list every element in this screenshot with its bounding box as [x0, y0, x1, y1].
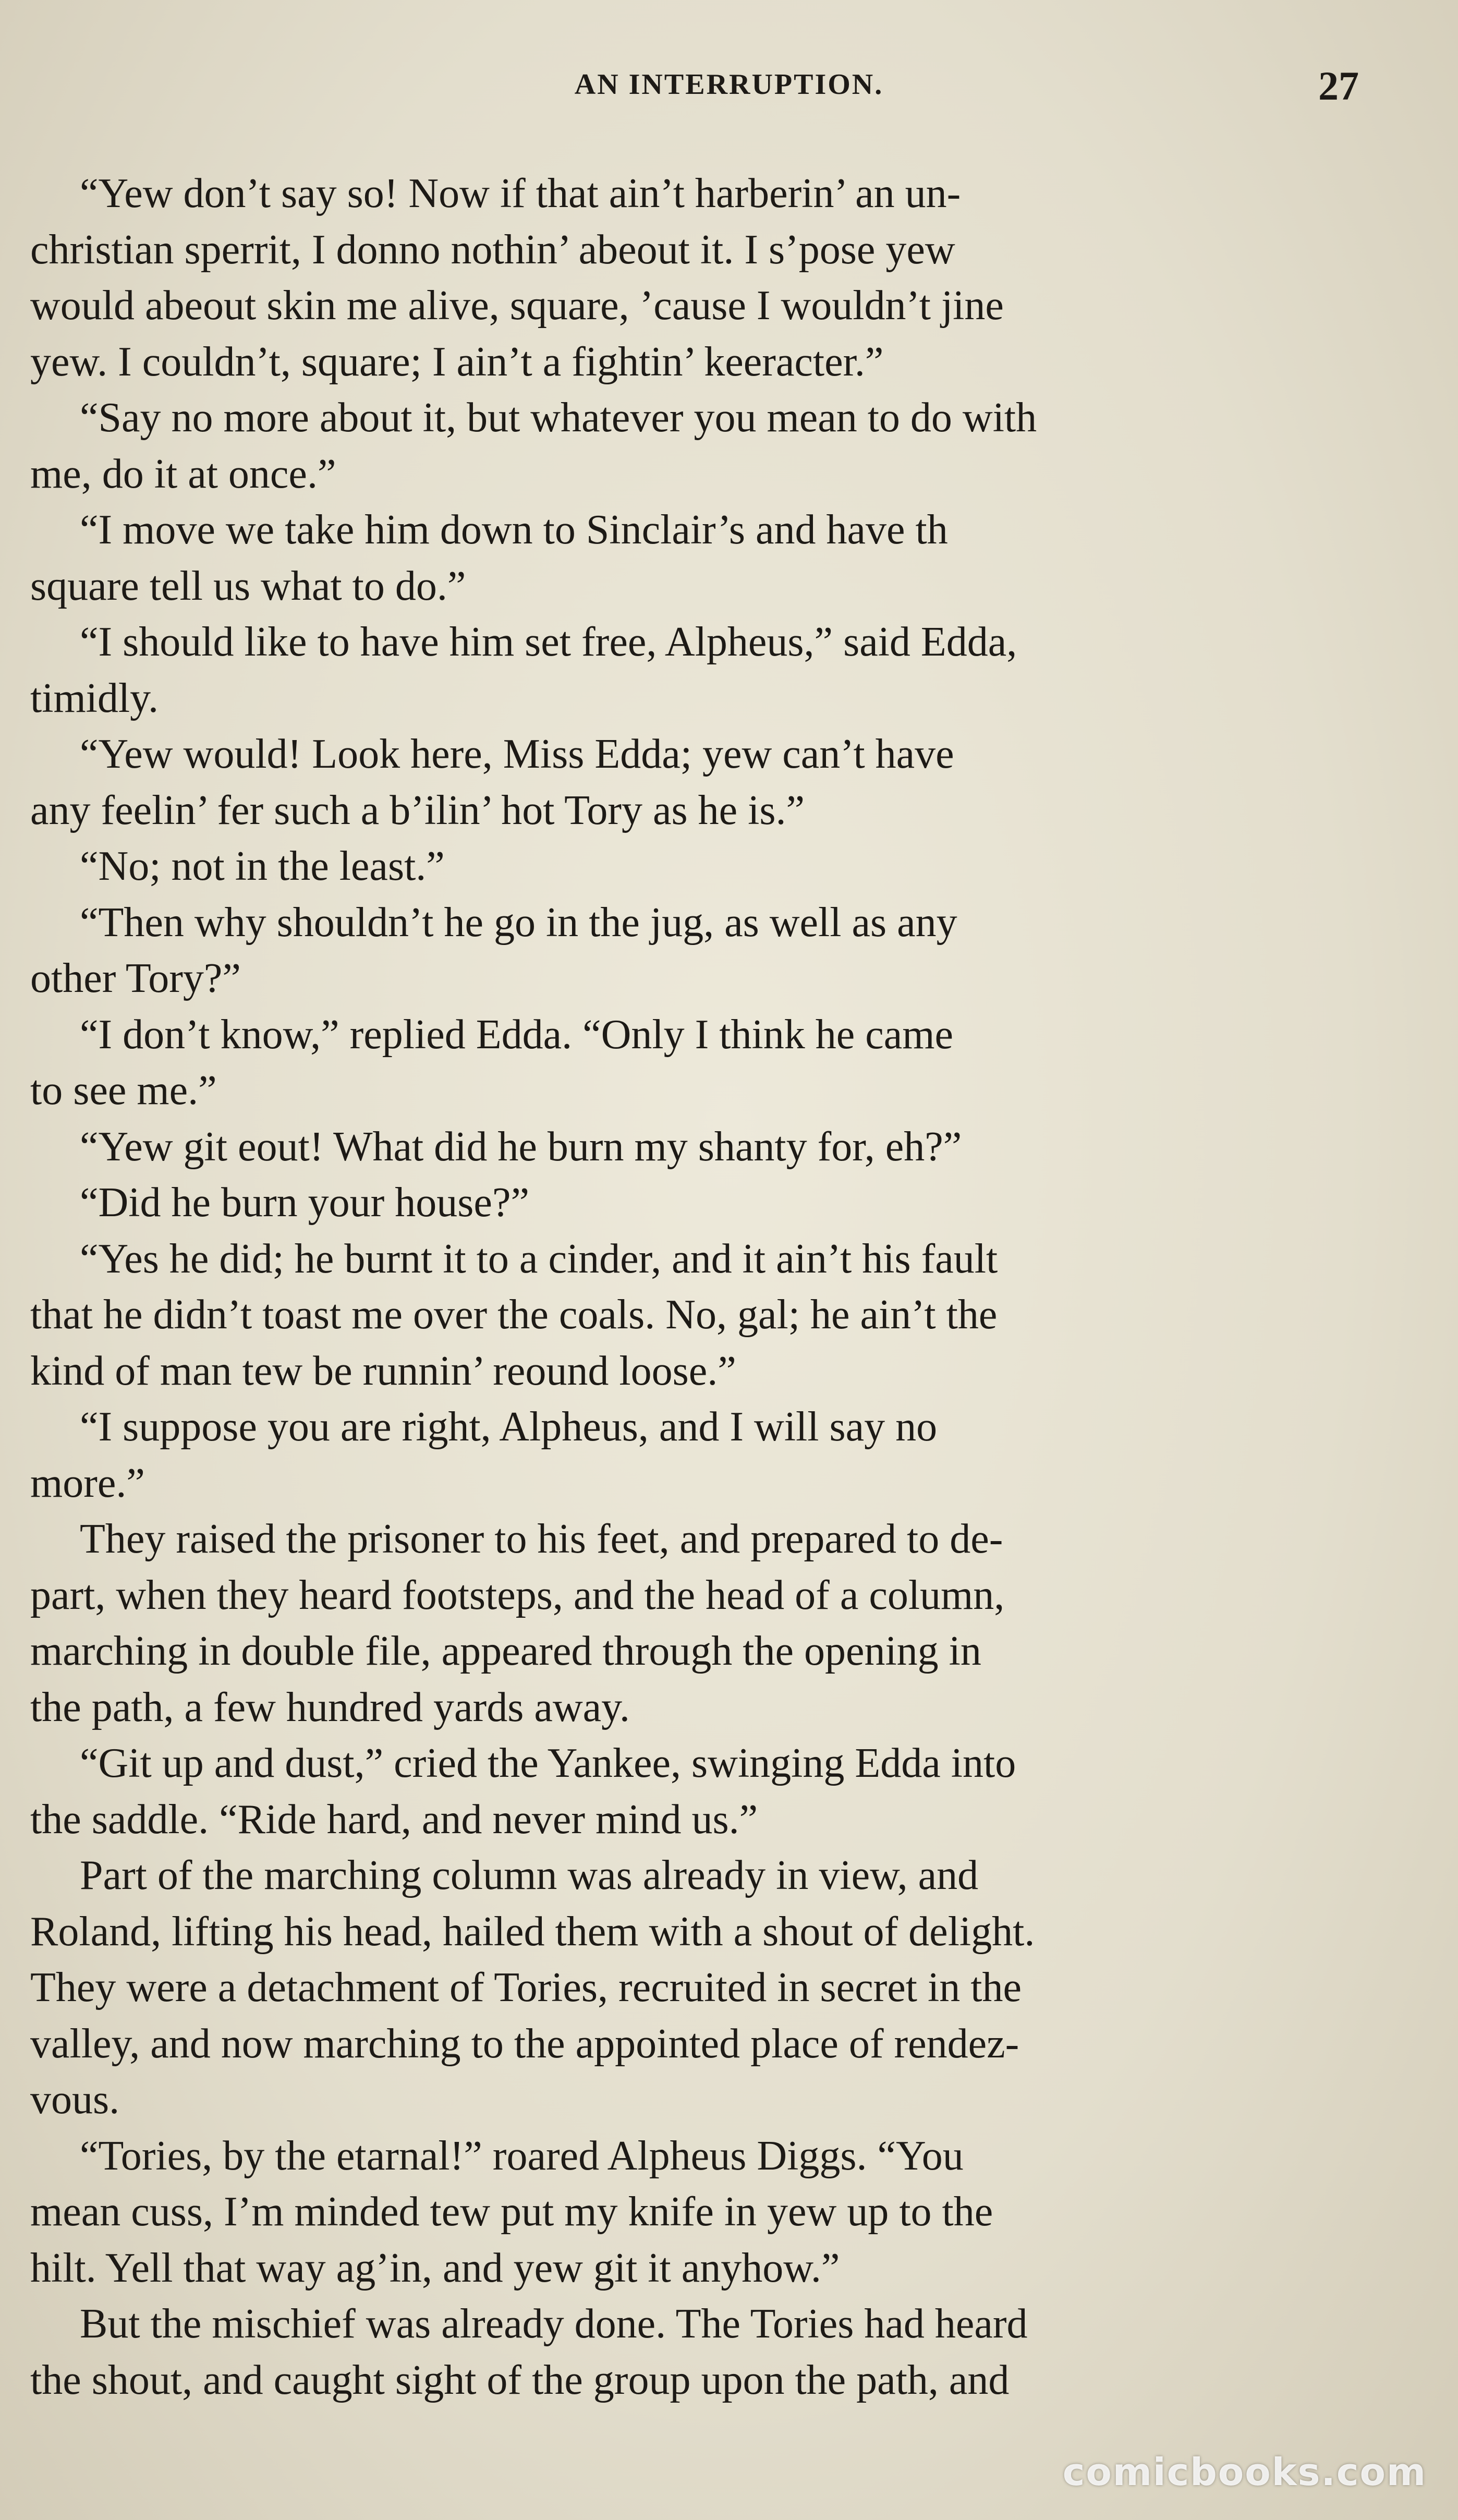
text-line: “I suppose you are right, Alpheus, and I will say no: [80, 1404, 938, 1450]
text-line: would abeout skin me alive, square, ’cause I wouldn’t jine: [30, 283, 1004, 329]
text-line: “Yew would! Look here, Miss Edda; yew can’t have: [80, 731, 954, 777]
text-line: mean cuss, I’m minded tew put my knife in yew up to the: [30, 2189, 993, 2235]
text-line: They raised the prisoner to his feet, and prepared to de-: [80, 1516, 1003, 1562]
text-line: “I move we take him down to Sinclair’s and have th: [80, 507, 948, 553]
text-line: other Tory?”: [30, 955, 241, 1001]
text-line: christian sperrit, I donno nothin’ abeout it. I s’pose yew: [30, 226, 955, 273]
running-head: [0, 63, 1458, 125]
text-line: “Did he burn your house?”: [80, 1180, 529, 1226]
text-line: “Yes he did; he burnt it to a cinder, and it ain’t his fault: [80, 1235, 998, 1282]
text-line: “I should like to have him set free, Alpheus,” said Edda,: [80, 619, 1017, 665]
text-line: kind of man tew be runnin’ reound loose.”: [30, 1348, 736, 1394]
text-line: the shout, and caught sight of the group upon the path, and: [30, 2357, 1010, 2403]
text-line: the path, a few hundred yards away.: [30, 1684, 630, 1730]
text-line: Roland, lifting his head, hailed them with a shout of delight.: [30, 1908, 1035, 1955]
text-line: “No; not in the least.”: [80, 843, 445, 889]
text-line: They were a detachment of Tories, recruited in secret in the: [30, 1965, 1022, 2010]
text-line: to see me.”: [30, 1068, 217, 1113]
text-line: vous.: [30, 2077, 120, 2123]
text-line: “I don’t know,” replied Edda. “Only I think he came: [80, 1011, 953, 1058]
body-text: [30, 166, 1344, 2408]
text-line: “Tories, by the etarnal!” roared Alpheus Diggs. “You: [80, 2133, 964, 2179]
text-line: Part of the marching column was already in view, and: [80, 1852, 979, 1898]
text-line: any feelin’ fer such a b’ilin’ hot Tory as he is.”: [30, 787, 805, 833]
text-line: square tell us what to do.”: [30, 563, 466, 609]
text-line: “Git up and dust,” cried the Yankee, swinging Edda into: [80, 1740, 1016, 1786]
text-line: timidly.: [30, 675, 159, 721]
text-line: marching in double file, appeared through the opening in: [30, 1628, 981, 1674]
text-line: But the mischief was already done. The Tories had heard: [80, 2301, 1028, 2347]
text-line: “Say no more about it, but whatever you mean to do with: [80, 395, 1037, 441]
text-line: more.”: [30, 1460, 145, 1506]
text-line: “Yew don’t say so! Now if that ain’t harberin’ an un-: [80, 171, 961, 216]
text-line: hilt. Yell that way ag’in, and yew git it anyhow.”: [30, 2245, 840, 2291]
text-line: yew. I couldn’t, square; I ain’t a fightin’ keeracter.”: [30, 338, 884, 385]
text-line: the saddle. “Ride hard, and never mind us.”: [30, 1796, 758, 1843]
text-line: that he didn’t toast me over the coals. No, gal; he ain’t the: [30, 1292, 998, 1338]
site-watermark: comicbooks.com: [1062, 2450, 1427, 2494]
text-line: part, when they heard footsteps, and the head of a column,: [30, 1572, 1005, 1618]
text-line: me, do it at once.”: [30, 451, 336, 497]
page-number: 27: [1318, 63, 1359, 108]
text-line: “Yew git eout! What did he burn my shanty for, eh?”: [80, 1123, 962, 1170]
text-line: valley, and now marching to the appointed place of rendez-: [30, 2020, 1019, 2067]
text-line: “Then why shouldn’t he go in the jug, as well as any: [80, 899, 957, 946]
chapter-title: AN INTERRUPTION.: [574, 68, 884, 101]
